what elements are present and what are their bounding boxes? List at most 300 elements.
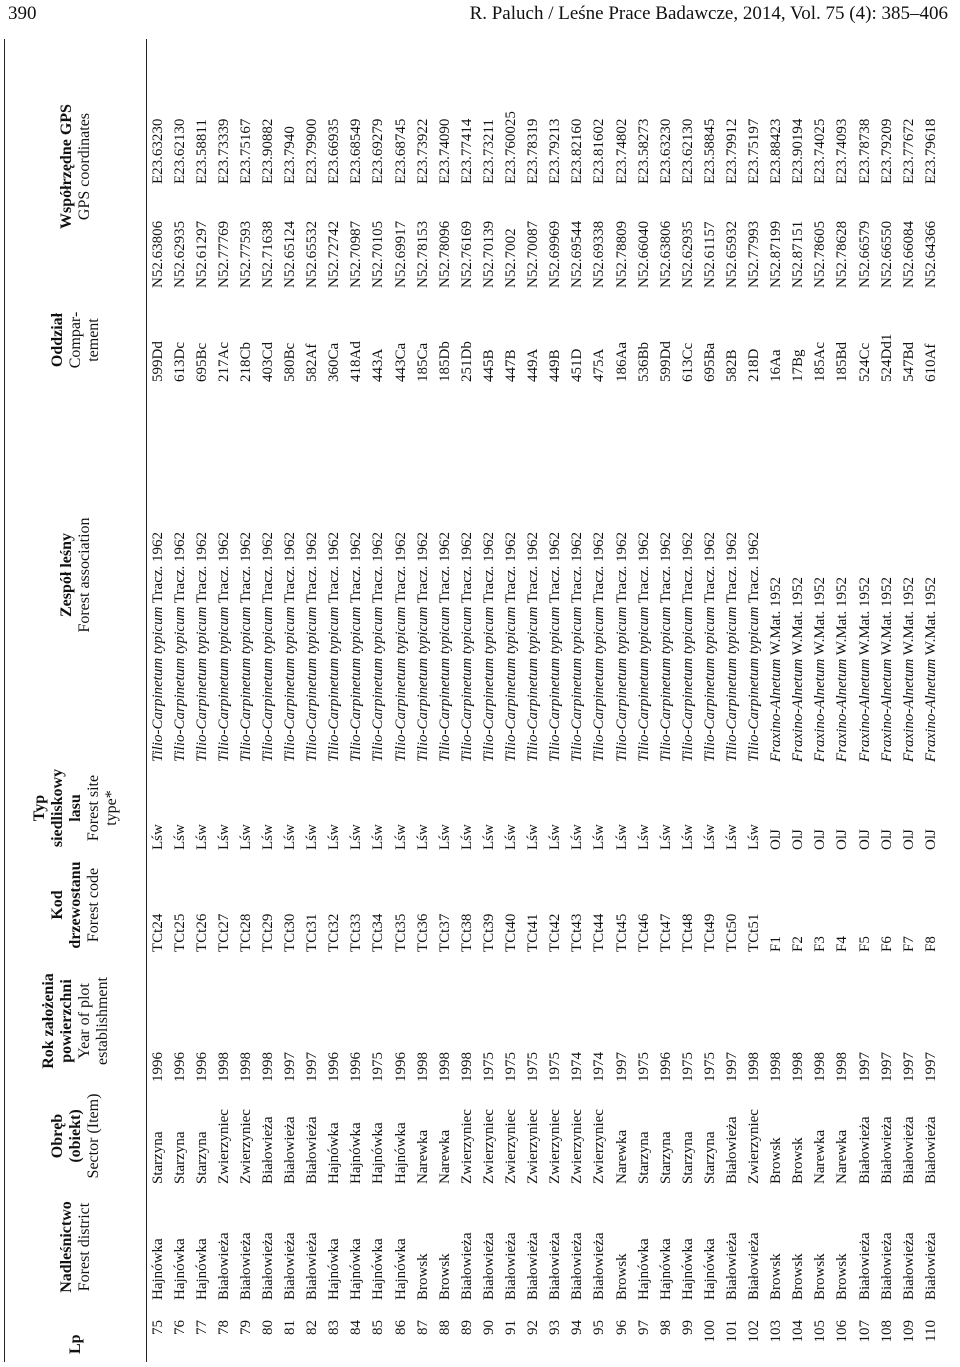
- association-name: Tilio-Carpinetum typicum: [193, 606, 210, 762]
- gps-latitude: N52.69338: [591, 220, 608, 288]
- association-name: Fraxino-Alnetum: [812, 658, 829, 762]
- association-name: Tilio-Carpinetum typicum: [392, 606, 409, 762]
- cell-forest-code: TCt32: [326, 913, 343, 952]
- cell-year: 1998: [458, 1052, 475, 1082]
- cell-gps: [566, 39, 588, 294]
- table-row: [633, 39, 655, 1362]
- gps-latitude: N52.65532: [304, 220, 321, 288]
- association-author: W.Mat. 1952: [768, 577, 785, 656]
- gps-longitude: E23.63230: [149, 118, 166, 184]
- cell-site-type: Lśw: [370, 824, 387, 850]
- cell-year: 1998: [790, 1052, 807, 1082]
- association-author: Tracz. 1962: [746, 531, 763, 604]
- cell-lp: 80: [260, 1320, 277, 1335]
- cell-sector: Zwierzyniec: [480, 1109, 497, 1184]
- cell-association: [898, 386, 920, 764]
- cell-site-type: Lśw: [304, 824, 321, 850]
- cell-forest-code: TCt45: [613, 913, 630, 952]
- association-author: Tracz. 1962: [348, 531, 365, 604]
- gps-latitude: N52.78096: [436, 220, 453, 288]
- cell-compartment: 403Cd: [260, 341, 277, 382]
- cell-forest-code: TCt37: [436, 913, 453, 952]
- association-name: Tilio-Carpinetum typicum: [326, 606, 343, 762]
- table-row: [610, 39, 632, 1362]
- cell-compartment: 582Af: [304, 343, 321, 382]
- association-name: Fraxino-Alnetum: [768, 658, 785, 762]
- cell-association: [743, 386, 765, 764]
- cell-association: [390, 386, 412, 764]
- table-row: [677, 39, 699, 1362]
- association-author: Tracz. 1962: [525, 531, 542, 604]
- cell-gps: [345, 39, 367, 294]
- association-author: Tracz. 1962: [503, 531, 520, 604]
- col-header-forest-code: Kod drzewostanu Forest code: [5, 852, 147, 958]
- gps-longitude: E23.79209: [878, 118, 895, 184]
- cell-gps: [522, 39, 544, 294]
- cell-forest-code: TCt51: [746, 913, 763, 952]
- cell-gps: [301, 39, 323, 294]
- gps-latitude: N52.69917: [392, 220, 409, 288]
- gps-longitude: E23.58845: [701, 118, 718, 184]
- association-name: Tilio-Carpinetum typicum: [171, 606, 188, 762]
- cell-lp: 100: [701, 1320, 718, 1343]
- cell-lp: 90: [480, 1320, 497, 1335]
- cell-gps: [633, 39, 655, 294]
- cell-year: 1997: [900, 1052, 917, 1082]
- association-name: Tilio-Carpinetum typicum: [723, 606, 740, 762]
- association-author: Tracz. 1962: [392, 531, 409, 604]
- cell-lp: 75: [149, 1320, 166, 1335]
- cell-forest-code: TCt28: [237, 913, 254, 952]
- cell-site-type: OlJ: [856, 829, 873, 850]
- cell-forest-code: TCt42: [547, 913, 564, 952]
- cell-gps: [213, 39, 235, 294]
- cell-gps: [456, 39, 478, 294]
- col-header-gps: Współrzędne GPS GPS coordinates: [5, 39, 147, 294]
- cell-site-type: Lśw: [480, 824, 497, 850]
- cell-lp: 109: [900, 1320, 917, 1343]
- cell-forest-code: TCt35: [392, 913, 409, 952]
- cell-site-type: Lśw: [149, 824, 166, 850]
- cell-year: 1996: [149, 1052, 166, 1082]
- association-author: Tracz. 1962: [679, 531, 696, 604]
- cell-association: [345, 386, 367, 764]
- cell-association: [831, 386, 853, 764]
- cell-association: [544, 386, 566, 764]
- cell-district: Białowieża: [237, 1232, 254, 1300]
- gps-latitude: N52.71638: [260, 220, 277, 288]
- cell-sector: Zwierzyniec: [215, 1109, 232, 1184]
- cell-forest-code: TCt25: [171, 913, 188, 952]
- cell-year: 1998: [414, 1052, 431, 1082]
- cell-sector: Narewka: [834, 1129, 851, 1184]
- cell-year: 1998: [436, 1052, 453, 1082]
- cell-gps: [147, 39, 169, 294]
- cell-forest-code: TCt36: [414, 913, 431, 952]
- cell-district: Hajnówka: [635, 1238, 652, 1300]
- cell-lp: 104: [790, 1320, 807, 1343]
- cell-forest-code: TCt31: [304, 913, 321, 952]
- gps-latitude: N52.62935: [679, 220, 696, 288]
- cell-compartment: 251Db: [458, 341, 475, 382]
- cell-forest-code: TCt33: [348, 913, 365, 952]
- table-row: [898, 39, 920, 1362]
- cell-district: Białowieża: [856, 1232, 873, 1300]
- cell-sector: Białowieża: [856, 1116, 873, 1184]
- gps-latitude: N52.65124: [282, 220, 299, 288]
- cell-compartment: 443A: [370, 348, 387, 382]
- cell-site-type: Lśw: [635, 824, 652, 850]
- association-author: Tracz. 1962: [171, 531, 188, 604]
- cell-site-type: Lśw: [569, 824, 586, 850]
- cell-gps: [323, 39, 345, 294]
- cell-association: [655, 386, 677, 764]
- table-row: [854, 39, 876, 1362]
- association-name: Fraxino-Alnetum: [922, 658, 939, 762]
- association-author: Tracz. 1962: [237, 531, 254, 604]
- gps-latitude: N52.66040: [635, 220, 652, 288]
- association-author: Tracz. 1962: [193, 531, 210, 604]
- cell-district: Białowieża: [922, 1232, 939, 1300]
- table-row: [235, 39, 257, 1362]
- gps-longitude: E23.90882: [260, 118, 277, 184]
- cell-compartment: 449A: [525, 348, 542, 382]
- association-author: W.Mat. 1952: [834, 577, 851, 656]
- cell-gps: [367, 39, 389, 294]
- cell-year: 1997: [723, 1052, 740, 1082]
- cell-district: Białowieża: [503, 1232, 520, 1300]
- table-row: [147, 39, 169, 1362]
- cell-gps: [500, 39, 522, 294]
- cell-lp: 98: [657, 1320, 674, 1335]
- cell-site-type: Lśw: [171, 824, 188, 850]
- cell-compartment: 599Dd: [149, 341, 166, 382]
- cell-lp: 86: [392, 1320, 409, 1335]
- gps-longitude: E23.79618: [922, 118, 939, 184]
- cell-year: 1996: [348, 1052, 365, 1082]
- cell-forest-code: TCt26: [193, 913, 210, 952]
- cell-sector: Starzyna: [635, 1131, 652, 1184]
- association-name: Fraxino-Alnetum: [878, 658, 895, 762]
- cell-compartment: 524Cc: [856, 342, 873, 382]
- cell-district: Hajnówka: [701, 1238, 718, 1300]
- association-name: Tilio-Carpinetum typicum: [436, 606, 453, 762]
- cell-lp: 108: [878, 1320, 895, 1343]
- gps-longitude: E23.58273: [635, 118, 652, 184]
- gps-latitude: N52.77993: [746, 220, 763, 288]
- gps-latitude: N52.70105: [370, 220, 387, 288]
- cell-district: Browsk: [790, 1253, 807, 1300]
- cell-gps: [257, 39, 279, 294]
- gps-longitude: E23.75197: [746, 118, 763, 184]
- gps-latitude: N52.78605: [812, 220, 829, 288]
- cell-association: [920, 386, 942, 764]
- association-author: W.Mat. 1952: [878, 577, 895, 656]
- table-row: [191, 39, 213, 1362]
- table-row: [566, 39, 588, 1362]
- table-row: [213, 39, 235, 1362]
- table-row: [345, 39, 367, 1362]
- cell-compartment: 582B: [723, 349, 740, 382]
- gps-latitude: N52.70087: [525, 220, 542, 288]
- cell-district: Białowieża: [878, 1232, 895, 1300]
- cell-association: [522, 386, 544, 764]
- gps-longitude: E23.74802: [613, 118, 630, 184]
- cell-site-type: Lśw: [701, 824, 718, 850]
- cell-forest-code: TCt47: [657, 913, 674, 952]
- gps-latitude: N52.78153: [414, 220, 431, 288]
- cell-compartment: 475A: [591, 348, 608, 382]
- cell-year: 1975: [547, 1052, 564, 1082]
- col-header-district: Nadleśnictwo Forest district: [5, 1188, 147, 1306]
- gps-latitude: N52.77769: [215, 220, 232, 288]
- table-row: [522, 39, 544, 1362]
- table-row: [699, 39, 721, 1362]
- association-name: Tilio-Carpinetum typicum: [414, 606, 431, 762]
- cell-gps: [854, 39, 876, 294]
- rotated-table-container: [4, 39, 956, 1362]
- cell-district: Białowieża: [260, 1232, 277, 1300]
- table-row: [279, 39, 301, 1362]
- cell-lp: 77: [193, 1320, 210, 1335]
- association-author: Tracz. 1962: [414, 531, 431, 604]
- cell-year: 1996: [193, 1052, 210, 1082]
- cell-year: 1997: [878, 1052, 895, 1082]
- col-header-lp: Lp: [5, 1306, 147, 1362]
- cell-sector: Starzyna: [657, 1131, 674, 1184]
- gps-longitude: E23.69279: [370, 118, 387, 184]
- cell-gps: [610, 39, 632, 294]
- cell-district: Białowieża: [900, 1232, 917, 1300]
- cell-gps: [743, 39, 765, 294]
- table-row: [169, 39, 191, 1362]
- cell-site-type: Lśw: [260, 824, 277, 850]
- cell-year: 1975: [679, 1052, 696, 1082]
- cell-forest-code: TCt39: [480, 913, 497, 952]
- table-row: [721, 39, 743, 1362]
- cell-gps: [279, 39, 301, 294]
- cell-compartment: 185Bd: [834, 341, 851, 382]
- cell-compartment: 185Ca: [414, 342, 431, 382]
- cell-site-type: OlJ: [790, 829, 807, 850]
- cell-sector: Hajnówka: [326, 1122, 343, 1184]
- cell-year: 1996: [171, 1052, 188, 1082]
- cell-sector: Narewka: [812, 1129, 829, 1184]
- cell-district: Hajnówka: [679, 1238, 696, 1300]
- association-author: Tracz. 1962: [701, 531, 718, 604]
- cell-year: 1998: [812, 1052, 829, 1082]
- cell-association: [191, 386, 213, 764]
- cell-site-type: Lśw: [746, 824, 763, 850]
- cell-sector: Białowieża: [723, 1116, 740, 1184]
- cell-site-type: Lśw: [679, 824, 696, 850]
- cell-site-type: Lśw: [458, 824, 475, 850]
- cell-year: 1997: [304, 1052, 321, 1082]
- cell-association: [213, 386, 235, 764]
- cell-site-type: Lśw: [215, 824, 232, 850]
- cell-site-type: Lśw: [392, 824, 409, 850]
- cell-year: 1997: [922, 1052, 939, 1082]
- cell-site-type: OlJ: [812, 829, 829, 850]
- cell-district: Hajnówka: [326, 1238, 343, 1300]
- table-row: [544, 39, 566, 1362]
- association-author: Tracz. 1962: [458, 531, 475, 604]
- cell-gps: [898, 39, 920, 294]
- gps-longitude: E23.79213: [547, 118, 564, 184]
- cell-forest-code: TCt50: [723, 913, 740, 952]
- gps-latitude: N52.61157: [701, 221, 718, 288]
- cell-lp: 76: [171, 1320, 188, 1335]
- cell-compartment: 449B: [547, 349, 564, 382]
- cell-district: Browsk: [768, 1253, 785, 1300]
- gps-longitude: E23.73922: [414, 118, 431, 184]
- association-name: Tilio-Carpinetum typicum: [503, 606, 520, 762]
- cell-district: Browsk: [414, 1253, 431, 1300]
- association-author: Tracz. 1962: [370, 531, 387, 604]
- gps-latitude: N52.69544: [569, 220, 586, 288]
- association-author: Tracz. 1962: [723, 531, 740, 604]
- table-row: [809, 39, 831, 1362]
- cell-sector: Hajnówka: [392, 1122, 409, 1184]
- gps-latitude: N52.87151: [790, 220, 807, 288]
- association-name: Tilio-Carpinetum typicum: [569, 606, 586, 762]
- table-row: [588, 39, 610, 1362]
- cell-year: 1975: [635, 1052, 652, 1082]
- cell-association: [478, 386, 500, 764]
- cell-site-type: Lśw: [525, 824, 542, 850]
- gps-longitude: E23.68745: [392, 118, 409, 184]
- cell-association: [765, 386, 787, 764]
- cell-sector: Starzyna: [149, 1131, 166, 1184]
- table-row: [478, 39, 500, 1362]
- cell-sector: Browsk: [790, 1137, 807, 1184]
- gps-latitude: N52.76169: [458, 220, 475, 288]
- table-row: [500, 39, 522, 1362]
- gps-longitude: E23.79900: [304, 118, 321, 184]
- cell-compartment: 695Ba: [701, 342, 718, 382]
- cell-site-type: OlJ: [878, 829, 895, 850]
- association-author: Tracz. 1962: [547, 531, 564, 604]
- cell-association: [787, 386, 809, 764]
- cell-lp: 97: [635, 1320, 652, 1335]
- cell-forest-code: F6: [878, 936, 895, 952]
- cell-site-type: Lśw: [503, 824, 520, 850]
- association-name: Tilio-Carpinetum typicum: [370, 606, 387, 762]
- table-header: [5, 39, 147, 1362]
- cell-year: 1975: [525, 1052, 542, 1082]
- association-author: Tracz. 1962: [657, 531, 674, 604]
- cell-gps: [434, 39, 456, 294]
- cell-district: Białowieża: [304, 1232, 321, 1300]
- association-author: Tracz. 1962: [635, 531, 652, 604]
- cell-lp: 85: [370, 1320, 387, 1335]
- association-author: W.Mat. 1952: [922, 577, 939, 656]
- col-header-sector: Obręb (obiekt) Sector (Item): [5, 1084, 147, 1188]
- cell-sector: Browsk: [768, 1137, 785, 1184]
- gps-longitude: E23.81602: [591, 118, 608, 184]
- col-header-compartment: Oddział Compar- tement: [5, 294, 147, 386]
- page-number: 390: [8, 3, 37, 24]
- cell-sector: Białowieża: [304, 1116, 321, 1184]
- cell-year: 1975: [370, 1052, 387, 1082]
- cell-sector: Narewka: [613, 1129, 630, 1184]
- cell-sector: Białowieża: [282, 1116, 299, 1184]
- association-author: Tracz. 1962: [215, 531, 232, 604]
- gps-latitude: N52.72742: [326, 220, 343, 288]
- cell-site-type: Lśw: [547, 824, 564, 850]
- cell-forest-code: TCt49: [701, 913, 718, 952]
- cell-district: Browsk: [812, 1253, 829, 1300]
- cell-sector: Narewka: [436, 1129, 453, 1184]
- cell-district: Białowieża: [547, 1232, 564, 1300]
- association-author: Tracz. 1962: [260, 531, 277, 604]
- cell-year: 1974: [569, 1052, 586, 1082]
- gps-longitude: E23.760025: [503, 111, 520, 184]
- cell-compartment: 447B: [503, 349, 520, 382]
- col-header-year: Rok założenia powierzchni Year of plot establishment: [5, 958, 147, 1084]
- gps-latitude: N52.7002: [503, 228, 520, 288]
- cell-site-type: OlJ: [900, 829, 917, 850]
- cell-lp: 89: [458, 1320, 475, 1335]
- association-author: W.Mat. 1952: [900, 577, 917, 656]
- cell-site-type: Lśw: [591, 824, 608, 850]
- gps-longitude: E23.77672: [900, 118, 917, 184]
- cell-gps: [809, 39, 831, 294]
- cell-district: Browsk: [834, 1253, 851, 1300]
- cell-gps: [191, 39, 213, 294]
- cell-association: [876, 386, 898, 764]
- cell-compartment: 613Cc: [679, 342, 696, 382]
- cell-district: Białowieża: [282, 1232, 299, 1300]
- cell-lp: 96: [613, 1320, 630, 1335]
- cell-sector: Hajnówka: [370, 1122, 387, 1184]
- gps-latitude: N52.78628: [834, 220, 851, 288]
- cell-site-type: OlJ: [922, 829, 939, 850]
- gps-longitude: E23.75167: [237, 118, 254, 184]
- cell-forest-code: F1: [768, 936, 785, 952]
- cell-association: [854, 386, 876, 764]
- cell-association: [566, 386, 588, 764]
- cell-compartment: 217Ac: [215, 342, 232, 382]
- cell-district: Browsk: [613, 1253, 630, 1300]
- cell-compartment: 547Bd: [900, 341, 917, 382]
- cell-district: Białowieża: [525, 1232, 542, 1300]
- cell-compartment: 218Cb: [237, 341, 254, 382]
- cell-forest-code: F8: [922, 936, 939, 952]
- association-name: Tilio-Carpinetum typicum: [679, 606, 696, 762]
- cell-year: 1998: [260, 1052, 277, 1082]
- cell-sector: Zwierzyniec: [591, 1109, 608, 1184]
- cell-year: 1975: [480, 1052, 497, 1082]
- cell-gps: [876, 39, 898, 294]
- gps-latitude: N52.70139: [480, 220, 497, 288]
- cell-site-type: Lśw: [348, 824, 365, 850]
- cell-forest-code: TCt48: [679, 913, 696, 952]
- cell-compartment: 185Ac: [812, 342, 829, 382]
- cell-compartment: 610Af: [922, 343, 939, 382]
- cell-association: [169, 386, 191, 764]
- cell-association: [610, 386, 632, 764]
- cell-site-type: Lśw: [414, 824, 431, 850]
- cell-site-type: Lśw: [326, 824, 343, 850]
- cell-compartment: 451D: [569, 348, 586, 382]
- cell-forest-code: TCt34: [370, 913, 387, 952]
- cell-site-type: Lśw: [282, 824, 299, 850]
- association-name: Tilio-Carpinetum typicum: [304, 606, 321, 762]
- cell-district: Hajnówka: [348, 1238, 365, 1300]
- cell-site-type: OlJ: [768, 829, 785, 850]
- association-name: Fraxino-Alnetum: [856, 658, 873, 762]
